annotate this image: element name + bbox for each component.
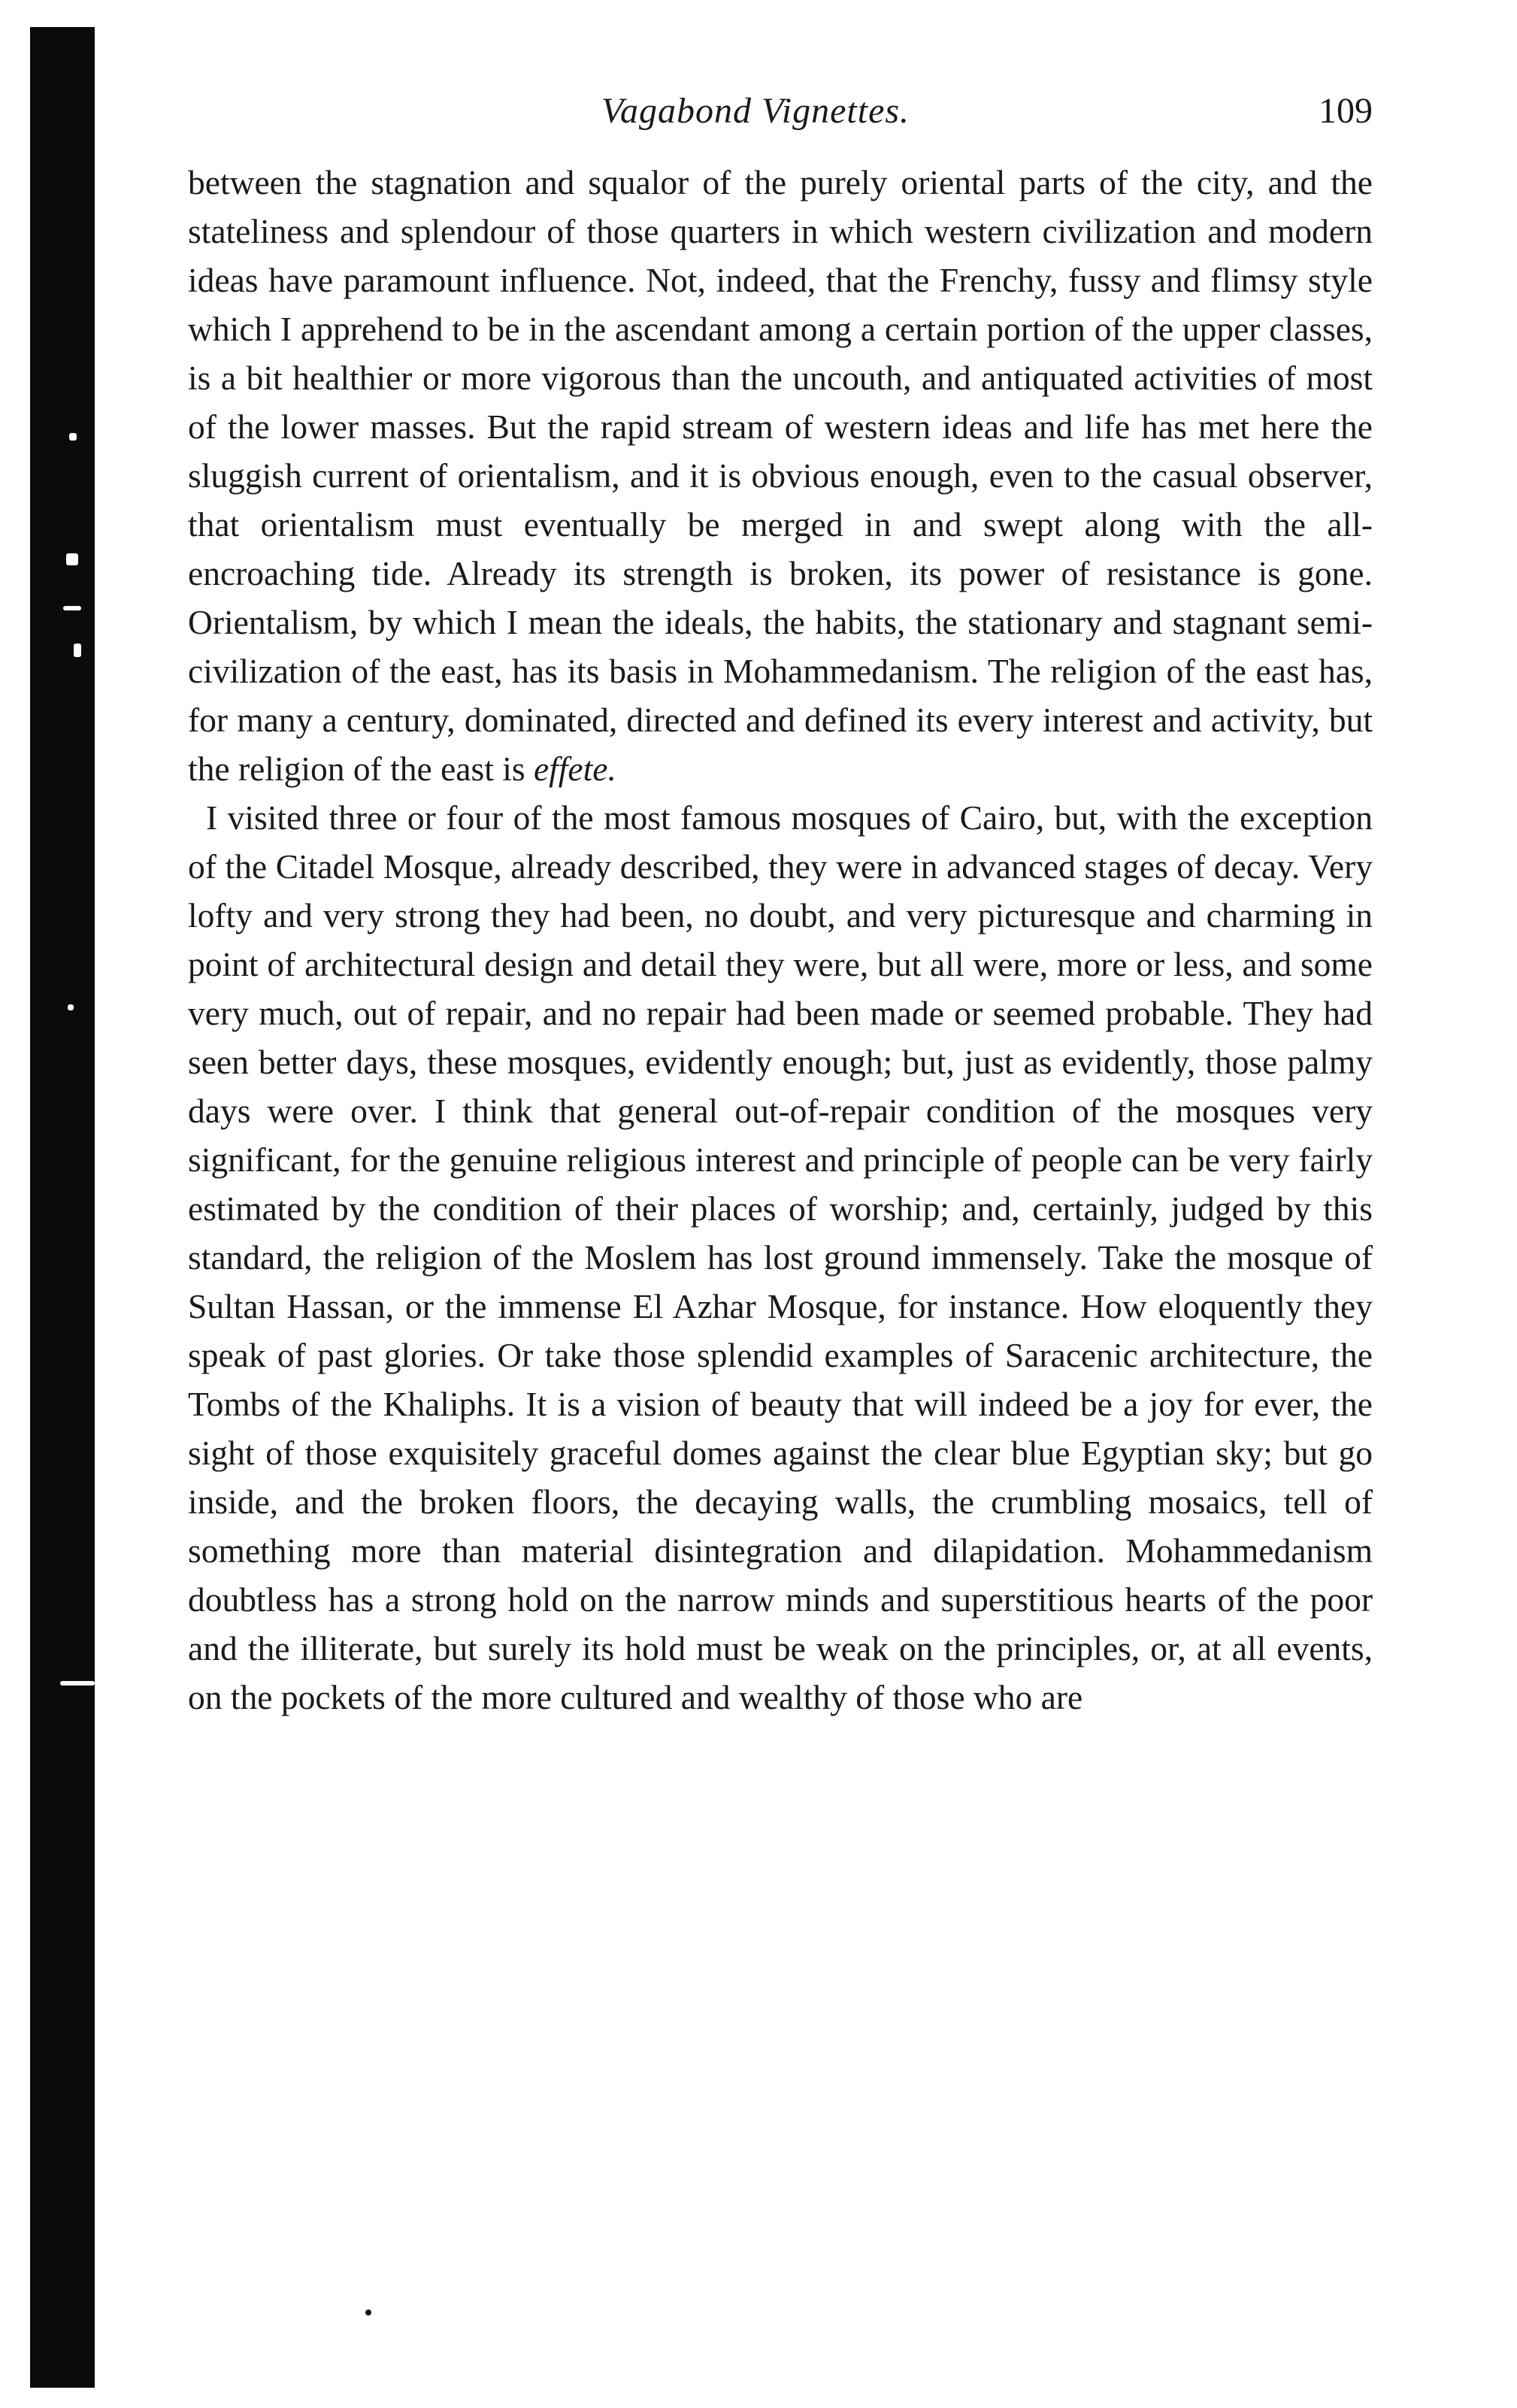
- scan-binding-edge: [30, 27, 95, 2388]
- scan-speck: [66, 553, 78, 565]
- scan-speck: [365, 2310, 371, 2316]
- paragraph-1-text: between the stagnation and squalor of the purely oriental parts of the city, and the stateliness and splendour of those quarters in which western civilization and modern ideas have paramount influence. Not, indeed, that the Frenchy, fussy and flimsy style which I apprehend to be in the ascendant among a certain portion of the upper classes, is a bit healthier or more vigorous than the uncouth, and antiquated activities of most of the lower masses. But the rapid stream of western ideas and life has met here the sluggish current of orientalism, and it is obvious enough, even to the casual observer, that orientalism must eventually be merged in and swept along with the all-encroaching tide. Already its strength is broken, its power of resistance is gone. Orientalism, by which I mean the ideals, the habits, the stationary and stagnant semi-civilization of the east, has its basis in Mohammedanism. The religion of the east has, for many a century, dominated, directed and defined its every interest and activity, but the religion of the east is: [188, 163, 1373, 788]
- page-number: 109: [1319, 91, 1373, 131]
- running-title: Vagabond Vignettes.: [601, 91, 910, 131]
- paragraph-1: [188, 158, 1373, 793]
- scan-speck: [69, 433, 77, 441]
- scan-speck: [60, 1681, 95, 1686]
- scan-speck: [74, 644, 81, 657]
- paragraph-1-emphasis: effete.: [533, 750, 616, 788]
- paragraph-2: [188, 793, 1373, 1722]
- book-page: [188, 90, 1373, 1722]
- running-head: [188, 90, 1373, 158]
- scan-speck: [68, 1004, 74, 1010]
- scan-speck: [63, 606, 81, 610]
- paragraph-2-text: I visited three or four of the most famous mosques of Cairo, but, with the exception of the Citadel Mosque, already described, they were in advanced stages of decay. Very lofty and very strong they had been, no doubt, and very picturesque and charming in point of architectural design and detail they were, but all were, more or less, and some very much, out of repair, and no repair had been made or seemed probable. They had seen better days, these mosques, evidently enough; but, just as evidently, those palmy days were over. I think that general out-of-repair condition of the mosques very significant, for the genuine religious interest and principle of people can be very fairly estimated by the condition of their places of worship; and, certainly, judged by this standard, the religion of the Moslem has lost ground immensely. Take the mosque of Sultan Hassan, or the immense El Azhar Mosque, for instance. How eloquently they speak of past glories. Or take those splendid examples of Saracenic architecture, the Tombs of the Khaliphs. It is a vision of beauty that will indeed be a joy for ever, the sight of those exquisitely graceful domes against the clear blue Egyptian sky; but go inside, and the broken floors, the decaying walls, the crumbling mosaics, tell of something more than material disintegration and dilapidation. Mohammedanism doubtless has a strong hold on the narrow minds and superstitious hearts of the poor and the illiterate, but surely its hold must be weak on the principles, or, at all events, on the pockets of the more cultured and wealthy of those who are: [188, 798, 1373, 1716]
